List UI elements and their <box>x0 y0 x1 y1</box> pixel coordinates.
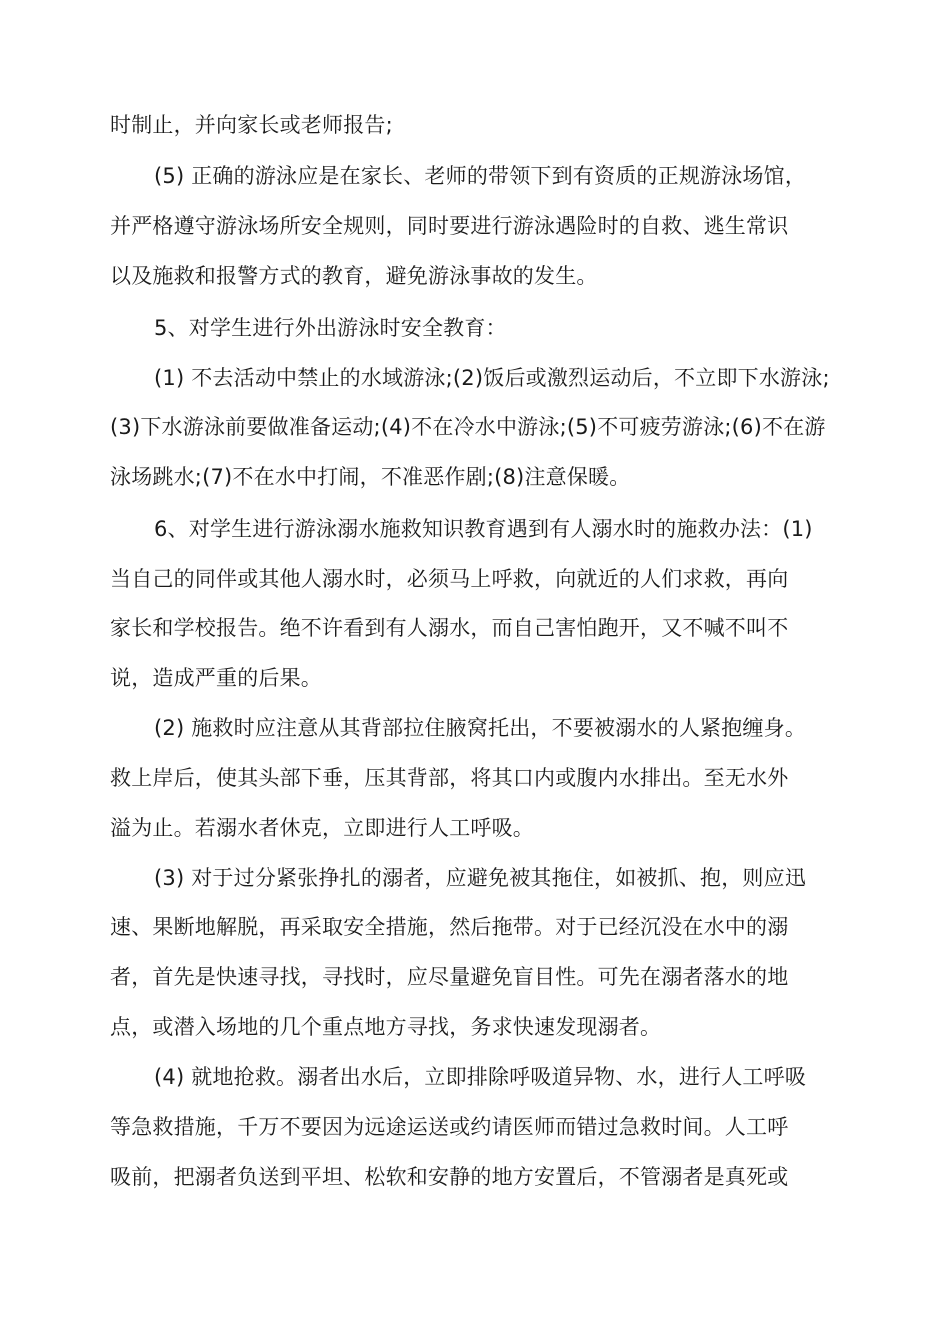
text-line: (5) 正确的游泳应是在家长、老师的带领下到有资质的正规游泳场馆， <box>154 164 807 188</box>
text-line: 泳场跳水;(7)不在水中打闹，不准恶作剧;(8)注意保暖。 <box>110 465 631 489</box>
text-line: 速、果断地解脱，再采取安全措施，然后拖带。对于已经沉没在水中的溺 <box>110 915 789 939</box>
text-line: (2) 施救时应注意从其背部拉住腋窝托出，不要被溺水的人紧抱缠身。 <box>154 716 807 740</box>
text-line: 以及施救和报警方式的教育，避免游泳事故的发生。 <box>110 264 598 288</box>
text-line: 当自己的同伴或其他人溺水时，必须马上呼救，向就近的人们求救，再向 <box>110 567 789 591</box>
text-line: 时制止，并向家长或老师报告; <box>110 113 393 137</box>
text-line: 者，首先是快速寻找，寻找时，应尽量避免盲目性。可先在溺者落水的地 <box>110 965 789 989</box>
text-line: 救上岸后，使其头部下垂，压其背部，将其口内或腹内水排出。至无水外 <box>110 766 789 790</box>
text-line: 点，或潜入场地的几个重点地方寻找，务求快速发现溺者。 <box>110 1015 662 1039</box>
text-line: 吸前，把溺者负送到平坦、松软和安静的地方安置后，不管溺者是真死或 <box>110 1165 789 1189</box>
text-line: 家长和学校报告。绝不许看到有人溺水，而自己害怕跑开，又不喊不叫不 <box>110 616 789 640</box>
section-heading: 5、对学生进行外出游泳时安全教育： <box>154 316 507 340</box>
text-line: (3)下水游泳前要做准备运动;(4)不在冷水中游泳;(5)不可疲劳游泳;(6)不在游 <box>110 415 826 439</box>
text-line: (4) 就地抢救。溺者出水后，立即排除呼吸道异物、水，进行人工呼吸 <box>154 1065 807 1089</box>
text-line: 溢为止。若溺水者休克，立即进行人工呼吸。 <box>110 816 534 840</box>
text-line: 说，造成严重的后果。 <box>110 666 322 690</box>
text-line: (3) 对于过分紧张挣扎的溺者，应避免被其拖住，如被抓、抱，则应迅 <box>154 866 807 890</box>
section-heading: 6、对学生进行游泳溺水施救知识教育遇到有人溺水时的施救办法：(1) <box>154 517 813 541</box>
text-line: (1) 不去活动中禁止的水域游泳;(2)饭后或激烈运动后，不立即下水游泳; <box>154 366 830 390</box>
text-line: 并严格遵守游泳场所安全规则，同时要进行游泳遇险时的自救、逃生常识 <box>110 214 789 238</box>
text-line: 等急救措施，千万不要因为远途运送或约请医师而错过急救时间。人工呼 <box>110 1115 789 1139</box>
